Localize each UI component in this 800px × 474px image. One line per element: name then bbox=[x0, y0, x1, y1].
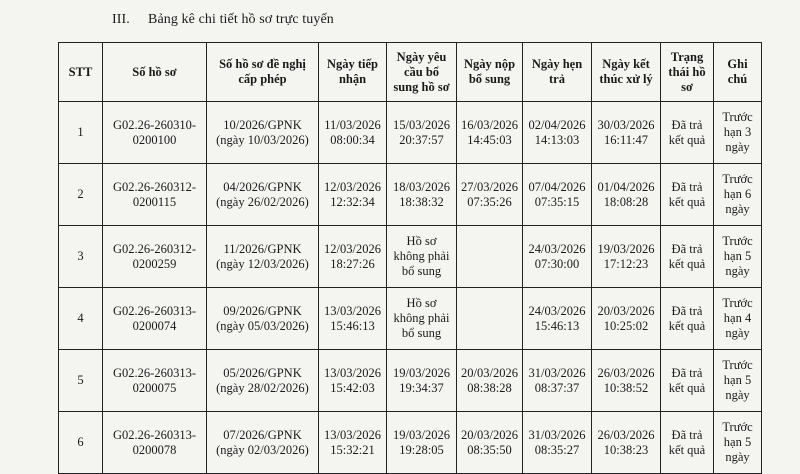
cell-stt: 1 bbox=[59, 102, 103, 164]
cell-trang-thai: Đã trả kết quả bbox=[661, 164, 714, 226]
cell-hen-tra: 31/03/2026 08:35:27 bbox=[523, 412, 592, 474]
section-heading bbox=[112, 12, 334, 28]
section-number: III. bbox=[112, 12, 130, 27]
cell-hen-tra: 24/03/2026 15:46:13 bbox=[523, 288, 592, 350]
cell-tiep-nhan: 13/03/2026 15:46:13 bbox=[319, 288, 387, 350]
cell-de-nghi: 07/2026/GPNK (ngày 02/03/2026) bbox=[207, 412, 319, 474]
cell-ket-thuc: 30/03/2026 16:11:47 bbox=[592, 102, 661, 164]
header-hen-tra: Ngày hẹn trả bbox=[523, 43, 592, 102]
cell-nop-bo-sung: 16/03/2026 14:45:03 bbox=[457, 102, 523, 164]
cell-so-ho-so: G02.26-260313- 0200075 bbox=[103, 350, 207, 412]
cell-ghi-chu: Trước hạn 5 ngày bbox=[714, 350, 762, 412]
cell-so-ho-so: G02.26-260313- 0200078 bbox=[103, 412, 207, 474]
table-row bbox=[59, 288, 762, 350]
cell-yeu-cau-bo-sung: 18/03/2026 18:38:32 bbox=[387, 164, 457, 226]
cell-ket-thuc: 26/03/2026 10:38:23 bbox=[592, 412, 661, 474]
cell-stt: 5 bbox=[59, 350, 103, 412]
cell-tiep-nhan: 11/03/2026 08:00:34 bbox=[319, 102, 387, 164]
table-row bbox=[59, 226, 762, 288]
table-row bbox=[59, 350, 762, 412]
cell-ket-thuc: 01/04/2026 18:08:28 bbox=[592, 164, 661, 226]
cell-tiep-nhan: 12/03/2026 18:27:26 bbox=[319, 226, 387, 288]
header-tiep-nhan: Ngày tiếp nhận bbox=[319, 43, 387, 102]
table-header-row bbox=[59, 43, 762, 102]
cell-ghi-chu: Trước hạn 3 ngày bbox=[714, 102, 762, 164]
cell-de-nghi: 11/2026/GPNK (ngày 12/03/2026) bbox=[207, 226, 319, 288]
section-title: Bảng kê chi tiết hồ sơ trực tuyến bbox=[148, 12, 334, 27]
records-table bbox=[58, 42, 762, 474]
cell-hen-tra: 07/04/2026 07:35:15 bbox=[523, 164, 592, 226]
cell-stt: 2 bbox=[59, 164, 103, 226]
cell-ghi-chu: Trước hạn 5 ngày bbox=[714, 412, 762, 474]
cell-stt: 6 bbox=[59, 412, 103, 474]
header-ket-thuc: Ngày kết thúc xử lý bbox=[592, 43, 661, 102]
header-so-ho-so: Số hồ sơ bbox=[103, 43, 207, 102]
cell-nop-bo-sung: 27/03/2026 07:35:26 bbox=[457, 164, 523, 226]
cell-so-ho-so: G02.26-260310- 0200100 bbox=[103, 102, 207, 164]
cell-hen-tra: 24/03/2026 07:30:00 bbox=[523, 226, 592, 288]
cell-ket-thuc: 26/03/2026 10:38:52 bbox=[592, 350, 661, 412]
cell-nop-bo-sung bbox=[457, 288, 523, 350]
header-ghi-chu: Ghi chú bbox=[714, 43, 762, 102]
cell-trang-thai: Đã trả kết quả bbox=[661, 102, 714, 164]
cell-ghi-chu: Trước hạn 6 ngày bbox=[714, 164, 762, 226]
cell-hen-tra: 02/04/2026 14:13:03 bbox=[523, 102, 592, 164]
cell-yeu-cau-bo-sung: 19/03/2026 19:28:05 bbox=[387, 412, 457, 474]
cell-so-ho-so: G02.26-260313- 0200074 bbox=[103, 288, 207, 350]
header-stt: STT bbox=[59, 43, 103, 102]
cell-tiep-nhan: 12/03/2026 12:32:34 bbox=[319, 164, 387, 226]
cell-tiep-nhan: 13/03/2026 15:32:21 bbox=[319, 412, 387, 474]
cell-ket-thuc: 19/03/2026 17:12:23 bbox=[592, 226, 661, 288]
cell-de-nghi: 09/2026/GPNK (ngày 05/03/2026) bbox=[207, 288, 319, 350]
cell-de-nghi: 04/2026/GPNK (ngày 26/02/2026) bbox=[207, 164, 319, 226]
cell-ghi-chu: Trước hạn 4 ngày bbox=[714, 288, 762, 350]
table-row bbox=[59, 412, 762, 474]
cell-trang-thai: Đã trả kết quả bbox=[661, 226, 714, 288]
header-trang-thai: Trạng thái hồ sơ bbox=[661, 43, 714, 102]
cell-trang-thai: Đã trả kết quả bbox=[661, 288, 714, 350]
cell-trang-thai: Đã trả kết quả bbox=[661, 412, 714, 474]
cell-ghi-chu: Trước hạn 5 ngày bbox=[714, 226, 762, 288]
header-de-nghi: Số hồ sơ đề nghị cấp phép bbox=[207, 43, 319, 102]
cell-hen-tra: 31/03/2026 08:37:37 bbox=[523, 350, 592, 412]
cell-stt: 3 bbox=[59, 226, 103, 288]
cell-de-nghi: 10/2026/GPNK (ngày 10/03/2026) bbox=[207, 102, 319, 164]
cell-tiep-nhan: 13/03/2026 15:42:03 bbox=[319, 350, 387, 412]
cell-ket-thuc: 20/03/2026 10:25:02 bbox=[592, 288, 661, 350]
cell-de-nghi: 05/2026/GPNK (ngày 28/02/2026) bbox=[207, 350, 319, 412]
cell-nop-bo-sung bbox=[457, 226, 523, 288]
cell-trang-thai: Đã trả kết quả bbox=[661, 350, 714, 412]
cell-so-ho-so: G02.26-260312- 0200115 bbox=[103, 164, 207, 226]
cell-nop-bo-sung: 20/03/2026 08:38:28 bbox=[457, 350, 523, 412]
cell-so-ho-so: G02.26-260312- 0200259 bbox=[103, 226, 207, 288]
cell-yeu-cau-bo-sung: Hồ sơ không phải bổ sung bbox=[387, 226, 457, 288]
header-nop-bo-sung: Ngày nộp bổ sung bbox=[457, 43, 523, 102]
cell-yeu-cau-bo-sung: 19/03/2026 19:34:37 bbox=[387, 350, 457, 412]
cell-stt: 4 bbox=[59, 288, 103, 350]
cell-nop-bo-sung: 20/03/2026 08:35:50 bbox=[457, 412, 523, 474]
cell-yeu-cau-bo-sung: Hồ sơ không phải bổ sung bbox=[387, 288, 457, 350]
table-row bbox=[59, 102, 762, 164]
cell-yeu-cau-bo-sung: 15/03/2026 20:37:57 bbox=[387, 102, 457, 164]
header-yeu-cau-bo-sung: Ngày yêu cầu bổ sung hồ sơ bbox=[387, 43, 457, 102]
table-row bbox=[59, 164, 762, 226]
